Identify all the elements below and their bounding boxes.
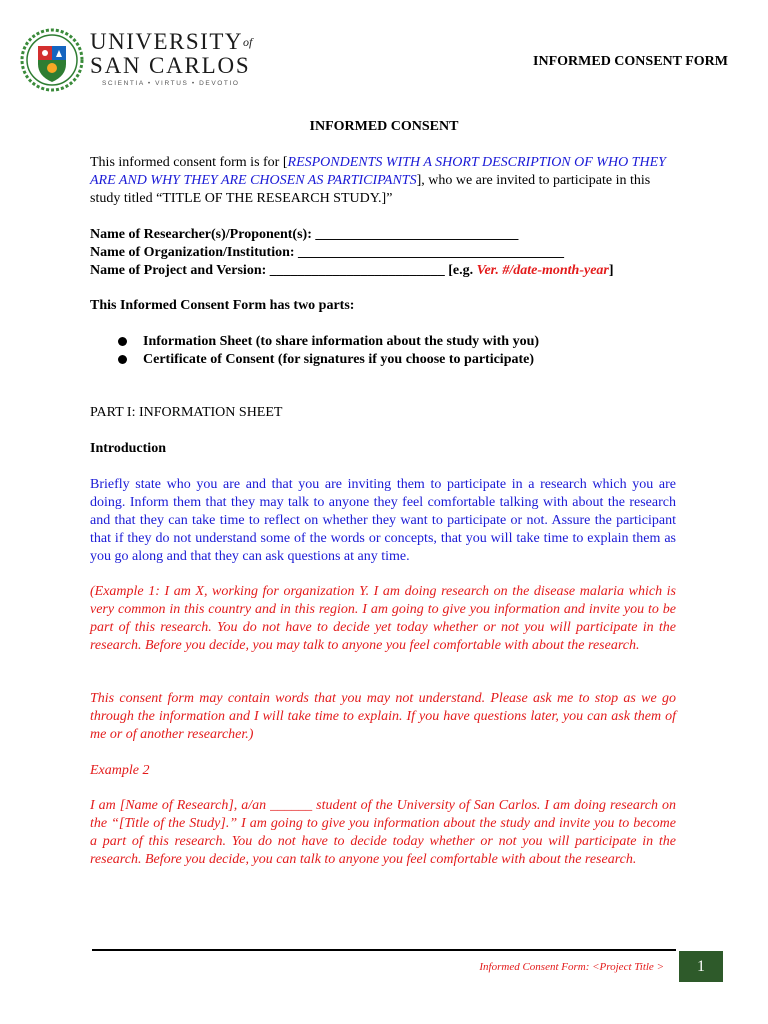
organization-field: Name of Organization/Institution: ______________________________________ bbox=[90, 245, 565, 260]
example2-heading: Example 2 bbox=[90, 763, 150, 778]
introduction-instruction: Briefly state who you are and that you are inviting them to participate in a research which you are doing. Inform them that they may talk to anyone they feel comfortable talking with about the research and that they can take time to reflect on whether they want to participate or not. Assure the participant that if they do not understand some of the words or concepts, that you will take time to explain them as you go along and that they can ask questions at any time. bbox=[90, 477, 676, 564]
document-title: INFORMED CONSENT bbox=[309, 119, 459, 134]
parts-heading: This Informed Consent Form has two parts: bbox=[90, 298, 355, 313]
university-logo bbox=[20, 28, 260, 92]
footer-project-title: Informed Consent Form: <Project Title > bbox=[479, 961, 664, 973]
bullet-icon bbox=[118, 355, 127, 364]
footer-divider bbox=[92, 949, 676, 951]
bullet-icon bbox=[118, 337, 127, 346]
intro-paragraph: This informed consent form is for [RESPONDENTS WITH A SHORT DESCRIPTION OF WHO THEY ARE AND WHY THEY ARE CHOSEN AS PARTICIPANTS], who we are invited to participate in this study titled “TITLE OF THE RESEARCH STUDY.]” bbox=[90, 155, 666, 206]
researcher-field: Name of Researcher(s)/Proponent(s): _____________________________ bbox=[90, 227, 519, 242]
introduction-heading: Introduction bbox=[90, 441, 166, 456]
version-example: Ver. #/date-month-year bbox=[476, 263, 609, 278]
page-number: 1 bbox=[679, 951, 723, 982]
list-item: Certificate of Consent (for signatures if you choose to participate) bbox=[116, 351, 676, 369]
university-wordmark: $UNIVERSITY^{of}$ SAN CARLOS SCIENTIA • VIRTUS • DEVOTIO bbox=[90, 29, 253, 87]
respondents-placeholder: RESPONDENTS WITH A SHORT DESCRIPTION OF WHO THEY ARE AND WHY THEY ARE CHOSEN AS PARTICIPANTS bbox=[90, 155, 666, 188]
example1-paragraph: (Example 1: I am X, working for organization Y. I am doing research on the disease malaria which is very common in this country and in this region. I am going to give you information and invite you to be part of this research. You do not have to decide yet today whether or not you will participate in the research. Before you decide, you may talk to anyone you feel comfortable with about the research. bbox=[90, 584, 676, 653]
example2-paragraph: I am [Name of Research], a/an ______ student of the University of San Carlos. I am doing research on the “[Title of the Study].” I am going to give you information about the study and invite you to become a part of this research. You do not have to decide today whether or not you will participate in the research. Before you decide, you can talk to anyone you feel comfortable with about the research. bbox=[90, 798, 676, 867]
parts-list bbox=[116, 333, 676, 369]
university-seal-icon bbox=[20, 28, 84, 92]
project-field: Name of Project and Version: _________________________ [e.g. Ver. #/date-month-year] bbox=[90, 263, 614, 278]
example1-continuation: This consent form may contain words that you may not understand. Please ask me to stop as we go through the information and I will take time to explain. If you have questions later, you can ask them of me or of another researcher.) bbox=[90, 691, 676, 742]
part1-heading: PART I: INFORMATION SHEET bbox=[90, 405, 283, 420]
list-item: Information Sheet (to share information about the study with you) bbox=[116, 333, 676, 351]
header-form-title: INFORMED CONSENT FORM bbox=[533, 54, 728, 69]
